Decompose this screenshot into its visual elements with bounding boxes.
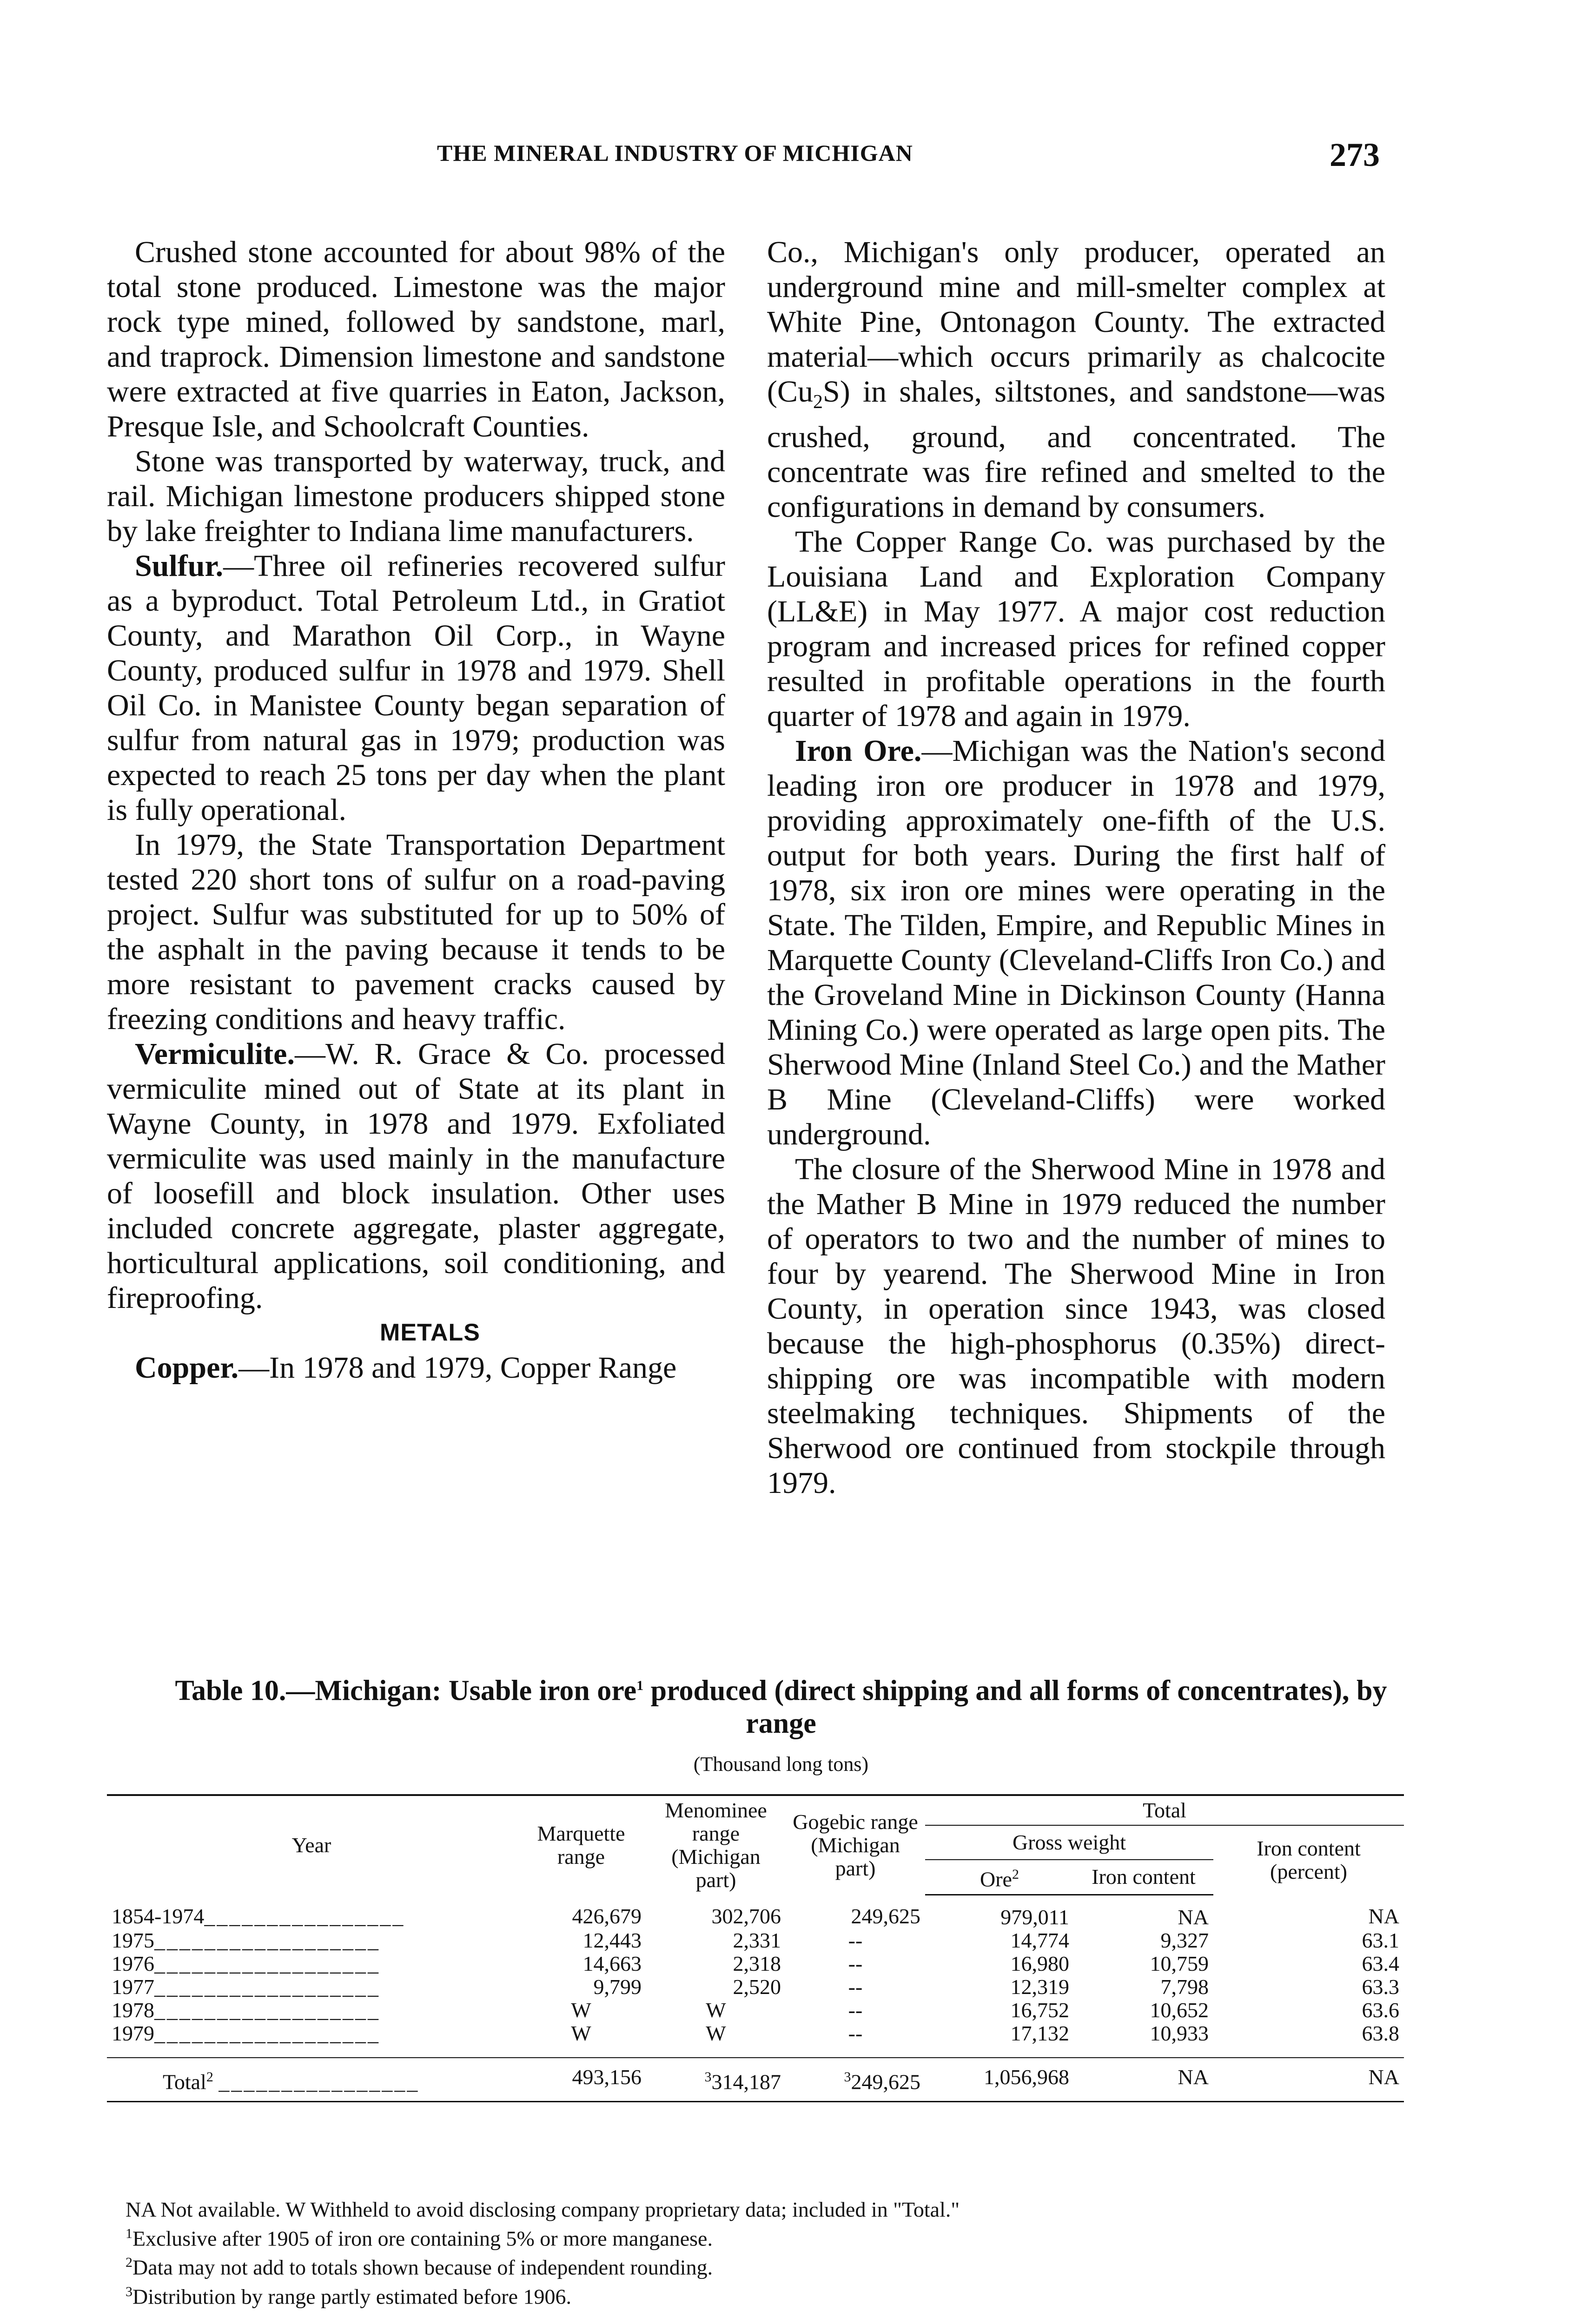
header-marquette: Marquette range [516,1795,646,1895]
paragraph-vermiculite [107,1037,725,1315]
cell-iron: 7,798 [1160,1974,1209,1999]
footnote-2-marker: 2 [126,2255,132,2271]
cell-total-percent: NA [1213,2058,1404,2102]
copper-lead: Copper. [135,1351,239,1385]
paragraph-stone-transport: Stone was transported by waterway, truck, and rail. Michigan limestone producers shipped stone by lake freighter to Indiana lime manufacturers. [107,444,725,548]
table-title-sup: 1 [636,1678,644,1693]
leader-dots: __________________ [154,1974,380,1999]
table-row [107,1929,1404,1952]
copper-cont-a: Co., Michigan's only producer, operated an underground mine and mill-smelter complex at White Pine, Ontonagon County. The extracted material—which occurs primarily as chalcocite (Cu [767,235,1385,409]
table-row [107,1999,1404,2022]
cell-gogebic: 249,625 [851,1904,920,1928]
year-label: 1977 [112,1974,154,1999]
cell-total-ore: 1,056,968 [925,2058,1074,2102]
leader-dots: __________________ [154,2021,380,2045]
header-ore [925,1860,1074,1895]
paragraph-copper-range: The Copper Range Co. was purchased by the Louisiana Land and Exploration Company (LL&E) in May 1977. A major cost reduction program and increased prices for refined copper resulted in profitable operations in the fourth quarter of 1978 and again in 1979. [767,525,1385,733]
cell-total-label [107,2058,516,2102]
footnote-1-marker: 1 [126,2226,132,2241]
footnote-3-text: Distribution by range partly estimated before 1906. [132,2284,572,2308]
subscript-2: 2 [813,391,823,413]
cell-iron: 10,933 [1150,2021,1209,2045]
header-ore-label: Ore [980,1867,1012,1891]
paragraph-sherwood-closure: The closure of the Sherwood Mine in 1978 and the Mather B Mine in 1979 reduced the number of operators to two and the number of mines to four by yearend. The Sherwood Mine in Iron County, in operation since 1943, was closed because the high-phosphorus (0.35%) direct-shipping ore was incompatible with modern steelmaking techniques. Shipments of the Sherwood ore continued from stockpile through 1979. [767,1152,1385,1500]
cell-gogebic: -- [848,1928,863,1952]
iron-ore-lead: Iron Ore. [795,734,922,768]
footnote-1 [126,2222,1427,2251]
cell-percent: 63.3 [1362,1974,1399,1999]
cell-percent: 63.1 [1362,1928,1399,1952]
header-gogebic: Gogebic range (Michigan part) [786,1795,925,1895]
cell-gogebic: -- [848,2021,863,2045]
header-menominee: Menominee range (Michigan part) [646,1795,786,1895]
paragraph-copper-cont [767,235,1385,524]
footnote-1-text: Exclusive after 1905 of iron ore containing 5% or more manganese. [132,2226,713,2251]
footnote-2 [126,2251,1427,2279]
total-menominee-sup: 3 [704,2069,712,2085]
vermiculite-text: —W. R. Grace & Co. processed vermiculite mined out of State at its plant in Wayne County, in 1978 and 1979. Exfoliated vermiculite was used mainly in the manufacture of loosefill and block insulation. Other uses included concrete aggregate, plaster aggregate, horticultural applications, soil conditioning, and fireproofing. [107,1037,725,1315]
year-label: 1976 [112,1951,154,1975]
cell-percent: 63.6 [1362,1998,1399,2022]
paragraph-iron-ore [767,733,1385,1152]
leader-dots: ________________ [204,1904,405,1928]
table-row [107,1975,1404,1999]
cell-total-gogebic [786,2058,925,2102]
cell-year [107,2022,516,2058]
table-row-total [107,2058,1404,2102]
cell-marquette: 426,679 [572,1904,642,1928]
cell-gogebic: -- [848,1974,863,1999]
leader-dots: ________________ [218,2069,420,2093]
cell-iron: 10,652 [1150,1998,1209,2022]
cell-ore: 16,752 [1010,1998,1069,2022]
iron-ore-text: —Michigan was the Nation's second leading iron ore producer in 1978 and 1979, providing approximately one-fifth of the U.S. output for both years. During the first half of 1978, six iron ore mines were operating in the State. The Tilden, Empire, and Republic Mines in Marquette County (Cleveland-Cliffs Iron Co.) and the Groveland Mine in Dickinson County (Hanna Mining Co.) were operated as large open pits. The Sherwood Mine (Inland Steel Co.) and the Mather B Mine (Cleveland-Cliffs) were worked underground. [767,734,1385,1152]
left-column [107,235,725,1385]
cell-year [107,1895,516,1929]
header-year: Year [107,1795,516,1895]
cell-marquette: 9,799 [593,1974,642,1999]
cell-marquette: 12,443 [582,1928,642,1952]
header-ore-sup: 2 [1012,1867,1019,1882]
cell-percent: 63.4 [1362,1951,1399,1975]
sulfur-text: —Three oil refineries recovered sulfur as a byproduct. Total Petroleum Ltd., in Gratiot County, and Marathon Oil Corp., in Wayne County, produced sulfur in 1978 and 1979. Shell Oil Co. in Manistee County began separation of sulfur from natural gas in 1979; production was expected to reach 25 tons per day when the plant is fully operational. [107,549,725,827]
page-number: 273 [1330,136,1380,173]
copper-cont-b: S) in shales, siltstones, and sandstone—was crushed, ground, and concentrated. The concentrate was fire refined and smelted to the configurations in demand by consumers. [767,375,1385,524]
cell-percent: 63.8 [1362,2021,1399,2045]
cell-marquette: W [571,1998,591,2022]
cell-year [107,1975,516,1999]
note-abbreviations: NA Not available. W Withheld to avoid disclosing company proprietary data; included in "Total." [126,2198,960,2221]
paragraph-stone: Crushed stone accounted for about 98% of the total stone produced. Limestone was the major rock type mined, followed by sandstone, marl, and traprock. Dimension limestone and sandstone were extracted at five quarries in Eaton, Jackson, Presque Isle, and Schoolcraft Counties. [107,235,725,443]
cell-iron: 9,327 [1160,1928,1209,1952]
vermiculite-lead: Vermiculite. [135,1037,295,1071]
paragraph-sulfur [107,548,725,827]
footnote-3 [126,2280,1427,2309]
iron-ore-table [107,1794,1404,2102]
year-label: 1978 [112,1998,154,2022]
table-subtitle: (Thousand long tons) [693,1753,869,1776]
leader-dots: __________________ [154,1928,380,1952]
total-label-sup: 2 [206,2069,213,2085]
cell-menominee: W [706,2021,726,2045]
running-head: THE MINERAL INDUSTRY OF MICHIGAN [437,140,913,166]
header-iron-content: Iron content [1074,1860,1213,1895]
leader-dots: __________________ [154,1998,380,2022]
cell-marquette: W [571,2021,591,2045]
table-notes [126,2198,1427,2309]
table-row [107,1895,1404,1929]
cell-year [107,1929,516,1952]
cell-total-iron: NA [1074,2058,1213,2102]
cell-ore: 14,774 [1010,1928,1069,1952]
cell-menominee: 2,520 [733,1974,781,1999]
table-title-a: Table 10.—Michigan: Usable iron ore [175,1675,637,1707]
paragraph-sulfur-paving: In 1979, the State Transportation Department tested 220 short tons of sulfur on a road-paving project. Sulfur was substituted for up to 50% of the asphalt in the paving because it tends to be more resistant to pavement cracks caused by freezing conditions and heavy traffic. [107,828,725,1036]
cell-marquette: 14,663 [582,1951,642,1975]
cell-percent: NA [1368,1904,1399,1928]
footnote-3-marker: 3 [126,2284,132,2299]
header-total: Total [925,1795,1404,1825]
table-row [107,1952,1404,1975]
cell-year [107,1999,516,2022]
section-heading-metals: METALS [380,1319,480,1346]
cell-menominee: W [706,1998,726,2022]
copper-text: —In 1978 and 1979, Copper Range [238,1351,677,1385]
total-menominee-value: 314,187 [711,2069,781,2093]
table-row [107,2022,1404,2058]
right-column [767,235,1385,1500]
sulfur-lead: Sulfur. [135,549,224,583]
total-gogebic-value: 249,625 [851,2069,920,2093]
header-iron-percent: Iron content (percent) [1257,1836,1361,1883]
table-title-b: produced (direct shipping and all forms of concentrates), by range [643,1675,1387,1739]
cell-ore: 16,980 [1010,1951,1069,1975]
year-label: 1979 [112,2021,154,2045]
year-label: 1854-1974 [112,1904,205,1928]
total-gogebic-sup: 3 [844,2069,851,2085]
cell-year [107,1952,516,1975]
cell-gogebic: -- [848,1951,863,1975]
year-label: 1975 [112,1928,154,1952]
footnote-2-text: Data may not add to totals shown because of independent rounding. [132,2255,713,2279]
header-gross-weight: Gross weight [925,1825,1213,1860]
cell-ore: 12,319 [1010,1974,1069,1999]
leader-dots: __________________ [154,1951,380,1975]
cell-menominee: 2,318 [733,1951,781,1975]
cell-menominee: 2,331 [733,1928,781,1952]
cell-ore: 979,011 [1000,1905,1069,1929]
cell-total-menominee [646,2058,786,2102]
cell-ore: 17,132 [1010,2021,1069,2045]
paragraph-copper [107,1350,725,1385]
cell-menominee: 302,706 [711,1904,781,1928]
total-label: Total [163,2069,206,2093]
cell-iron: NA [1178,1905,1209,1929]
table-title [153,1670,1409,1740]
cell-gogebic: -- [848,1998,863,2022]
cell-total-marquette: 493,156 [516,2058,646,2102]
cell-iron: 10,759 [1150,1951,1209,1975]
